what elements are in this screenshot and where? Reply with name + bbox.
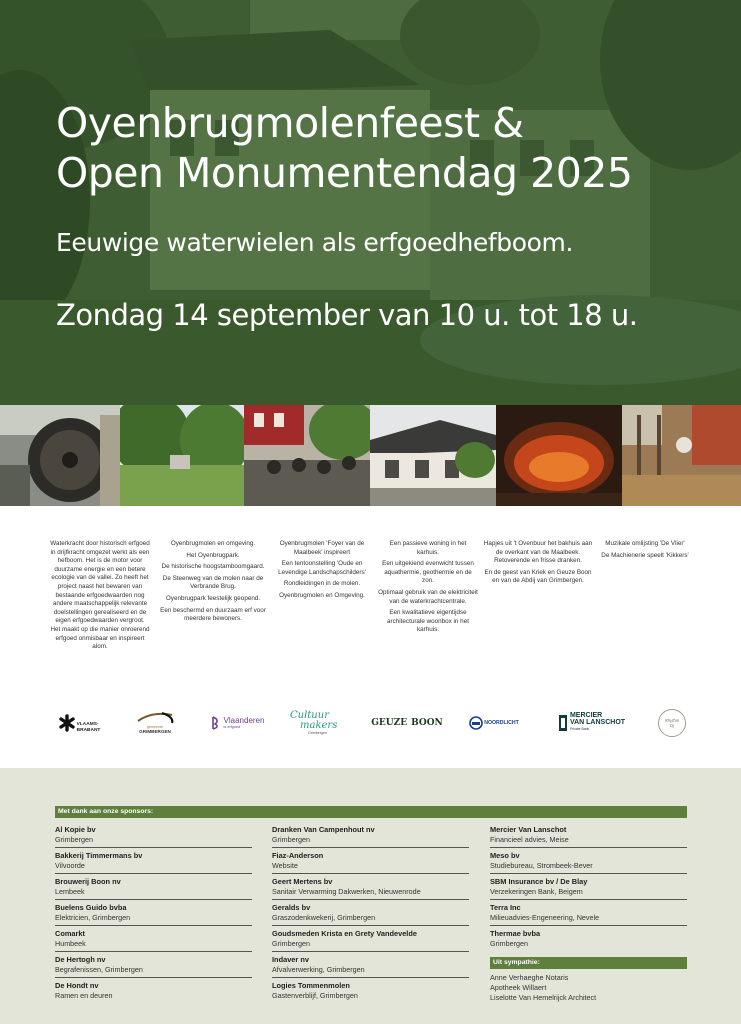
description-text: Een beschermd en duurzaam erf voor meerdere bewoners.	[160, 606, 266, 623]
sponsor-item	[272, 981, 469, 1003]
sponsor-item	[55, 981, 252, 1003]
sponsor-name: Terra Inc	[490, 903, 521, 912]
sponsor-name: Meso bv	[490, 851, 520, 860]
description-column-5	[482, 540, 594, 589]
vlaanderen-emblem-icon	[210, 715, 222, 731]
sponsor-item	[55, 851, 252, 874]
program-description	[0, 540, 741, 680]
photo-waterwheel	[0, 405, 120, 506]
sponsor-name: Brouwerij Boon nv	[55, 877, 121, 886]
photo-crowd	[244, 405, 370, 506]
logo-text: Vlaanderen	[223, 716, 265, 725]
sponsors-column-3	[490, 825, 687, 1003]
sponsor-name: De Hondt nv	[55, 981, 99, 990]
sympathy-header: Uit sympathie:	[490, 957, 687, 969]
sponsor-name: Goudsmeden Krista en Grety Vandevelde	[272, 929, 417, 938]
sponsor-detail: Website	[272, 861, 298, 870]
logo-text: BRABANT	[76, 727, 101, 733]
logo-text: Private Bank	[569, 727, 590, 731]
event-subtitle: Eeuwige waterwielen als erfgoedhefboom.	[56, 228, 574, 257]
sponsor-detail: Verzekeringen Bank, Beigem	[490, 887, 583, 896]
description-text: Optimaal gebruik van de elektriciteit van de waterkrachtcentrale.	[378, 588, 478, 605]
description-text: De Steenweg van de molen naar de Verbrande Brug.	[162, 574, 264, 591]
sponsor-name: Logies Tommenmolen	[272, 981, 350, 990]
logo-text: is erfgoed	[223, 725, 241, 729]
photo-bread-oven	[496, 405, 622, 506]
sponsor-item	[490, 877, 687, 900]
title-line-2: Open Monumentendag 2025	[56, 149, 633, 197]
logo-grimbergen	[128, 700, 182, 745]
sponsor-name: Fiaz-Anderson	[272, 851, 324, 860]
sponsors-header: Met dank aan onze sponsors:	[55, 806, 687, 818]
logo-text: GEUZE	[371, 717, 408, 728]
sponsor-detail: Milieuadvies-Engeneering, Nevele	[490, 913, 600, 922]
logo-text: gemeente	[147, 725, 163, 729]
asterisk-icon	[58, 714, 76, 732]
sponsor-detail: Elektricien, Grimbergen	[55, 913, 131, 922]
sponsor-item	[55, 877, 252, 900]
sponsor-name: De Hertogh nv	[55, 955, 106, 964]
sponsor-detail: Lembeek	[55, 887, 85, 896]
sponsor-detail: Sanitair Verwarming Dakwerken, Nieuwenrode	[272, 887, 421, 896]
logo-cultuurmakers	[290, 700, 350, 745]
sponsor-item	[490, 825, 687, 848]
sponsor-item	[490, 903, 687, 926]
logo-text: VLAAMS-	[76, 721, 99, 727]
sponsor-item	[490, 851, 687, 874]
logo-text: Dj	[670, 722, 674, 728]
sponsor-detail: Afvalverwerking, Grimbergen	[272, 965, 365, 974]
title-line-1: Oyenbrugmolenfeest &	[56, 99, 524, 147]
description-column-1	[50, 540, 150, 655]
sponsor-item	[272, 929, 469, 952]
sponsor-detail: Grimbergen	[272, 939, 310, 948]
logo-text: makers	[300, 719, 338, 731]
sponsor-item	[55, 825, 252, 848]
sponsor-name: Bakkerij Timmermans bv	[55, 851, 143, 860]
mercier-emblem-icon	[559, 715, 567, 731]
sympathy-item: Anne Verhaeghe Notaris	[490, 973, 569, 982]
description-text: Een kwalitatieve eigentijdse architecturale woonbox in het karhuis.	[387, 609, 469, 634]
noordlicht-emblem-icon	[469, 716, 483, 730]
sponsor-detail: Gastenverblijf, Grimbergen	[272, 991, 358, 1000]
description-text: Waterkracht door historisch erfgoed in drijfkracht omgezet werkt als een hefboom. Het is de motor voor duurzame energie en een betere ecologie van de vallei. Zo heeft het project naast het bewaren van bestaande erfgoedwaarden nog andere maatschappelijk relevante doelstellingen gerealiseerd en de eigen erfgoedwaarden vergroot. Het maakt op die manier onroerend erfgoed onmisbaar en inspireert alom.	[50, 540, 150, 651]
logo-text: GRIMBERGEN	[139, 729, 171, 734]
logo-vlaanderen	[204, 700, 270, 745]
sponsor-detail: Humbeek	[55, 939, 86, 948]
sponsor-detail: Grimbergen	[272, 835, 310, 844]
mill-building-photo	[0, 0, 741, 405]
description-text: Muzikale omlijsting 'De Vlier'	[605, 540, 685, 547]
sponsor-detail: Studiebureau, Strombeek-Bever	[490, 861, 593, 870]
sponsor-name: Comarkt	[55, 929, 85, 938]
sponsor-item	[272, 877, 469, 900]
description-text: Oyenbrugmolen 'Foyer van de Maalbeek' inspireert	[279, 540, 365, 556]
sponsor-name: Geert Mertens bv	[272, 877, 333, 886]
description-text: Een passieve woning in het karhuis.	[389, 540, 467, 556]
sponsor-name: Dranken Van Campenhout nv	[272, 825, 375, 834]
sponsor-name: Buelens Guido bvba	[55, 903, 127, 912]
sponsor-item	[272, 825, 469, 848]
photo-park	[120, 405, 244, 506]
description-text: Een uitgekiend evenwicht tussen aquathermie, geothermie en de zon.	[382, 560, 474, 585]
logo-text: VAN LANSCHOT	[569, 719, 626, 726]
sponsors-section	[0, 768, 741, 1024]
sympathy-item: Apotheek Willaert	[490, 983, 547, 992]
sponsor-item	[272, 851, 469, 874]
description-column-6	[590, 540, 700, 563]
description-text: Rondleidingen in de molen.	[283, 580, 361, 588]
description-column-2	[160, 540, 266, 627]
description-text: Een tentoonstelling 'Oude en Levendige Landschapschilders'	[278, 560, 366, 576]
logo-text: Cultuur	[290, 709, 329, 721]
logo-mercier-van-lanschot	[552, 700, 632, 745]
sponsor-name: Indaver nv	[272, 955, 309, 964]
sponsors-column-2	[272, 825, 469, 1006]
rhythm-dj-emblem-icon	[658, 709, 686, 737]
logo-geuze-boon	[372, 700, 442, 745]
description-column-4	[378, 540, 478, 638]
sponsor-detail: Vilvoorde	[55, 861, 85, 870]
sponsor-item	[55, 955, 252, 978]
event-date: Zondag 14 september van 10 u. tot 18 u.	[56, 298, 638, 332]
sponsors-column-1	[55, 825, 252, 1006]
photo-farmhouse	[370, 405, 496, 506]
logo-text: Rhythm	[664, 717, 680, 723]
description-text: Hapjes uit 't Ovenbuur het bakhuis aan de overkant van de Maalbeek. Retoverende en frisse dranken.	[483, 540, 593, 565]
sponsor-detail: Ramen en deuren	[55, 991, 113, 1000]
sponsor-detail: Grimbergen	[490, 939, 528, 948]
hero-banner	[0, 0, 741, 405]
grimbergen-emblem-icon	[132, 711, 178, 725]
logo-vlaams-brabant	[54, 700, 104, 745]
description-text: En de geest van Kriek en Geuze Boon en van de Abdij van Grimbergen.	[484, 568, 592, 585]
sponsor-item	[490, 929, 687, 951]
partner-logos	[0, 700, 741, 745]
logo-noordlicht	[462, 700, 526, 745]
sponsor-detail: Begrafenissen, Grimbergen	[55, 965, 143, 974]
photo-workers	[622, 405, 741, 506]
sponsor-detail: Grimbergen	[55, 835, 93, 844]
description-text: Het Oyenbrugpark.	[186, 551, 240, 559]
sympathy-item: Liselotte Van Hemelrijck Architect	[490, 993, 597, 1002]
sponsor-detail: Graszodenkwekerij, Grimbergen	[272, 913, 376, 922]
description-text: Oyenbrugmolen en omgeving.	[170, 540, 256, 547]
logo-rhythm-dj	[652, 700, 692, 745]
sponsor-name: Mercier Van Lanschot	[490, 825, 567, 834]
description-text: De Machienerie speelt 'Kikkers'	[601, 551, 689, 559]
event-title	[56, 98, 632, 198]
logo-text: MERCIER	[569, 712, 603, 719]
sponsor-detail: Financieel advies, Meise	[490, 835, 569, 844]
sponsor-item	[272, 903, 469, 926]
logo-text: Grimbergen	[308, 730, 327, 735]
photo-strip	[0, 405, 741, 506]
logo-text: BOON	[411, 717, 443, 728]
sponsor-item	[55, 903, 252, 926]
description-text: Oyenbrugmolen en Omgeving.	[279, 591, 365, 599]
sponsor-name: SBM Insurance bv / De Blay	[490, 877, 588, 886]
sponsor-name: Thermae bvba	[490, 929, 541, 938]
sponsor-name: Al Kopie bv	[55, 825, 96, 834]
description-column-3	[270, 540, 374, 604]
sponsor-item	[272, 955, 469, 978]
description-text: Oyenbrugpark feestelijk geopend.	[165, 594, 261, 602]
description-text: De historische hoogstamboomgaard.	[161, 563, 265, 571]
logo-text: NOORDLICHT	[484, 719, 519, 726]
sponsor-name: Geralds bv	[272, 903, 311, 912]
sponsor-item	[55, 929, 252, 952]
